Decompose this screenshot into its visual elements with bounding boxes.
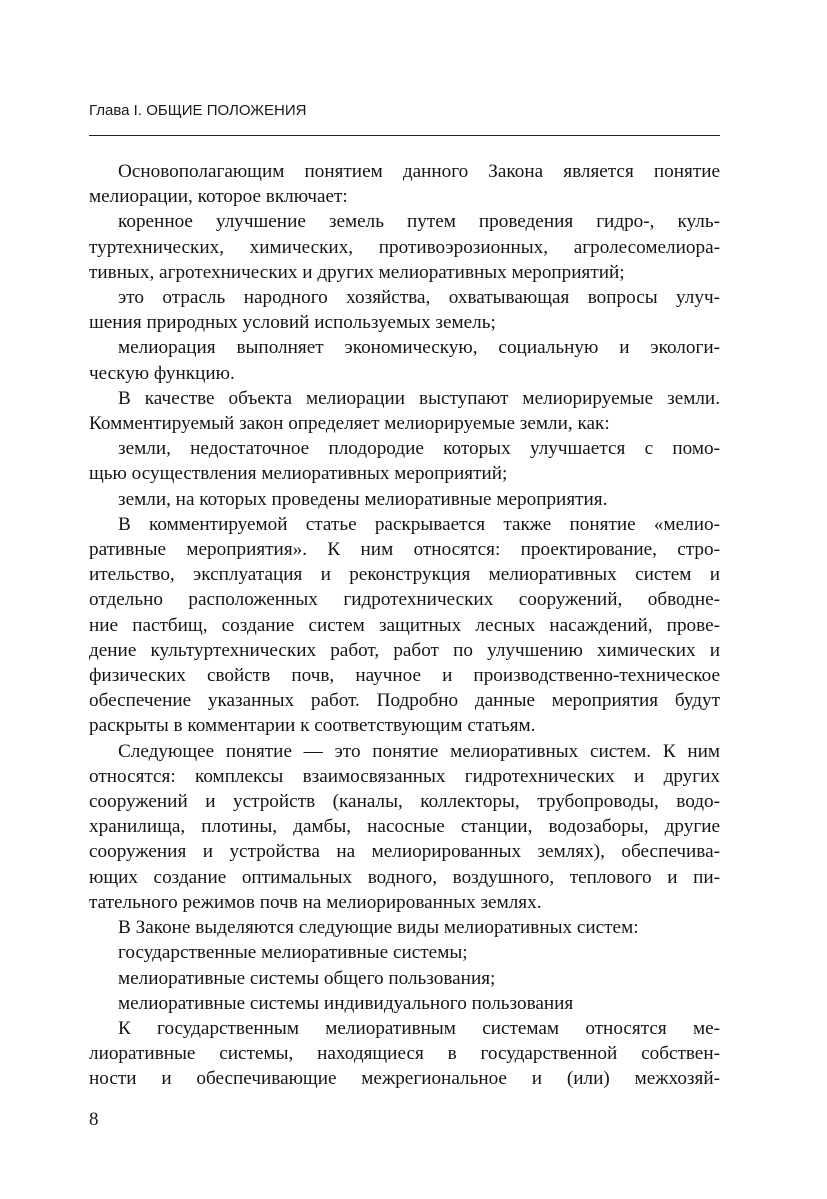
text-line: В Законе выделяются следующие виды мелиоративных систем: [118,917,639,939]
text-line: сооружений и устройств (каналы, коллекторы, трубопроводы, водо- [89,791,720,813]
text-line: Следующее понятие — это понятие мелиоративных систем. К ним [118,740,720,762]
text-line: физических свойств почв, научное и производственно-техническое [89,665,720,687]
text-line: отдельно расположенных гидротехнических сооружений, обводне- [89,589,720,611]
text-line: хранилища, плотины, дамбы, насосные станции, водозаборы, другие [89,816,720,838]
text-line: земли, на которых проведены мелиоративные мероприятия. [118,488,608,510]
text-line: раскрыты в комментарии к соответствующим статьям. [89,715,536,737]
text-line: государственные мелиоративные системы; [118,942,468,964]
text-line: В качестве объекта мелиорации выступают мелиорируемые земли. [118,387,720,409]
text-line: дение культуртехнических работ, работ по улучшению химических и [89,639,720,661]
text-line: относятся: комплексы взаимосвязанных гидротехнических и других [89,765,720,787]
page-number: 8 [89,1109,99,1130]
text-line: ративные мероприятия». К ним относятся: проектирование, стро- [89,539,720,561]
text-line: тивных, агротехнических и других мелиоративных мероприятий; [89,261,625,283]
text-line: коренное улучшение земель путем проведения гидро-, куль- [118,211,720,233]
text-line: Основополагающим понятием данного Закона является понятие [118,161,720,182]
text-line: Комментируемый закон определяет мелиорируемые земли, как: [89,413,610,435]
body-text [89,159,720,1092]
text-line: К государственным мелиоративным системам относятся ме- [118,1017,720,1039]
text-line: обеспечение указанных работ. Подробно данные мероприятия будут [89,690,720,712]
text-line: ческую функцию. [89,362,235,384]
text-line: мелиорации, которое включает: [89,186,348,208]
text-line: это отрасль народного хозяйства, охватывающая вопросы улуч- [118,287,720,309]
text-line: ющих создание оптимальных водного, воздушного, теплового и пи- [89,866,720,888]
text-line: сооружения и устройства на мелиорированных землях), обеспечива- [89,841,720,863]
text-line: земли, недостаточное плодородие которых улучшается с помо- [118,438,720,460]
text-line: тательного режимов почв на мелиорированных землях. [89,891,542,913]
text-line: щью осуществления мелиоративных мероприятий; [89,463,508,485]
text-line: В комментируемой статье раскрывается также понятие «мелио- [118,513,720,535]
text-line: ние пастбищ, создание систем защитных лесных насаждений, прове- [89,614,720,636]
text-line: мелиоративные системы индивидуального пользования [118,992,574,1014]
text-line: ительство, эксплуатация и реконструкция мелиоративных систем и [89,564,720,586]
text-line: мелиорация выполняет экономическую, социальную и экологи- [118,337,720,359]
text-line: ности и обеспечивающие межрегиональное и (или) межхозяй- [89,1068,720,1090]
text-line: лиоративные системы, находящиеся в государственной собствен- [89,1043,720,1065]
text-line: мелиоративные системы общего пользования; [118,967,496,989]
text-line: шения природных условий используемых земель; [89,312,496,334]
text-line: туртехнических, химических, противоэрозионных, агролесомелиора- [89,236,720,258]
running-header: Глава I. ОБЩИЕ ПОЛОЖЕНИЯ [89,102,307,119]
header-rule [89,135,720,136]
